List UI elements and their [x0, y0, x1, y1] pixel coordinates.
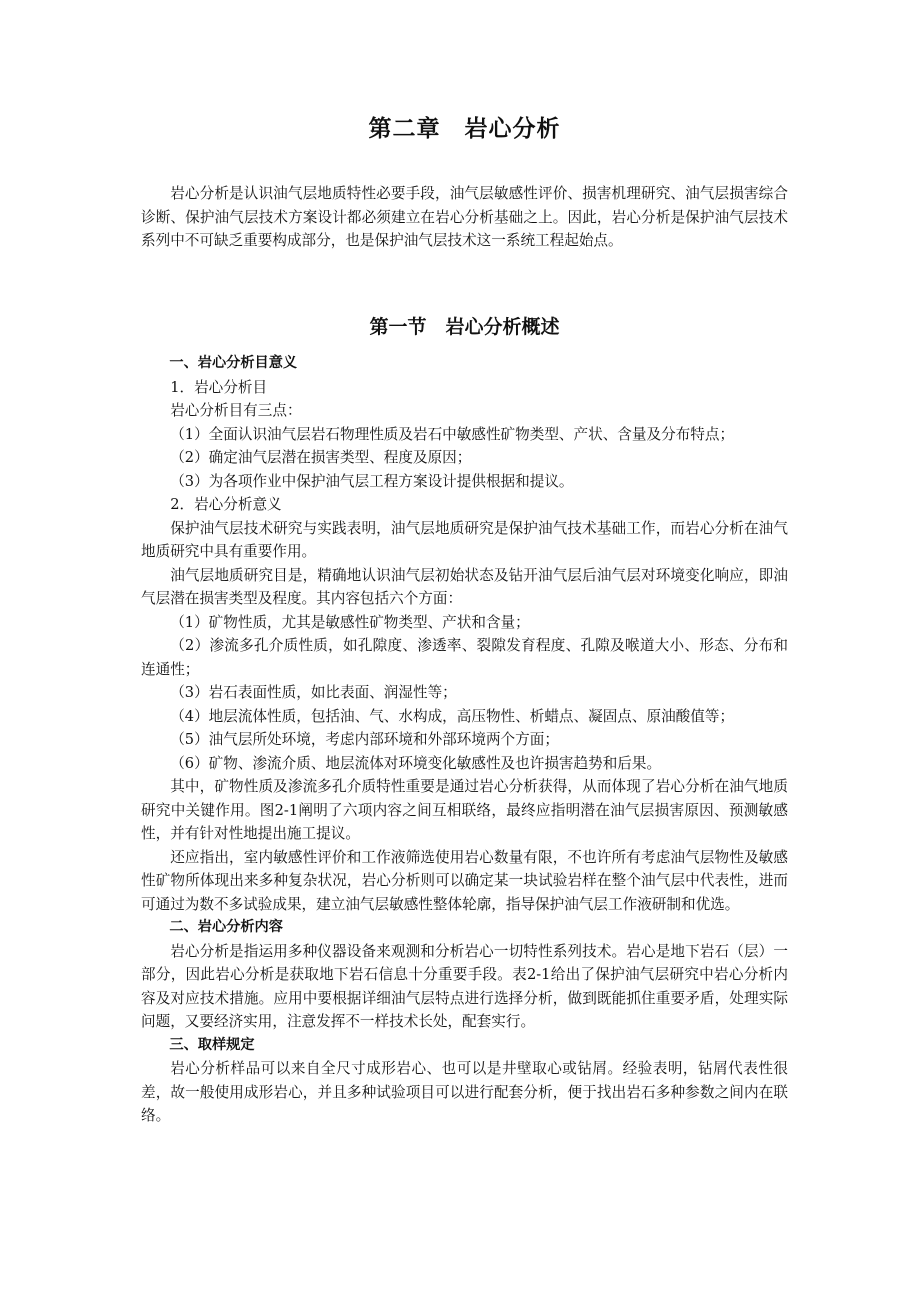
heading-sampling-rules: 三、取样规定 — [169, 1036, 255, 1053]
paragraph: 油气层地质研究目是，精确地认识油气层初始状态及钻开油气层后油气层对环境变化响应，即油气层潜在损害类型及程度。其内容包括六个方面： — [141, 566, 788, 607]
purpose-item: （2）确定油气层潜在损害类型、程度及原因； — [170, 449, 472, 466]
heading-purpose-significance: 一、岩心分析目意义 — [169, 355, 298, 371]
chapter-title: 第二章 岩心分析 — [368, 116, 561, 142]
paragraph: 岩心分析样品可以来自全尺寸成形岩心、也可以是井壁取心或钻屑。经验表明，钻屑代表性很差，故一般使用成形岩心，并且多种试验项目可以进行配套分析，便于找出岩石多种参数之间内在联络。 — [141, 1060, 788, 1124]
paragraph: 其中，矿物性质及渗流多孔介质特性重要是通过岩心分析获得，从而体现了岩心分析在油气地质研究中关键作用。图2-1阐明了六项内容之间互相联络，最终应指明潜在油气层损害原因、预测敏感性，并有针对性地提出施工提议。 — [141, 778, 788, 842]
paragraph: 保护油气层技术研究与实践表明，油气层地质研究是保护油气技术基础工作，而岩心分析在油气地质研究中具有重要作用。 — [141, 519, 788, 560]
content-item: （3）岩石表面性质，如比表面、润湿性等； — [170, 684, 457, 701]
subheading-significance: 2．岩心分析意义 — [170, 496, 282, 513]
content-item: （1）矿物性质，尤其是敏感性矿物类型、产状和含量； — [170, 613, 530, 631]
purpose-item: （3）为各项作业中保护油气层工程方案设计提供根据和提议。 — [170, 472, 574, 490]
content-item: （4）地层流体性质，包括油、气、水构成，高压物性、析蜡点、凝固点、原油酸值等； — [170, 707, 735, 725]
intro-paragraph: 岩心分析是认识油气层地质特性必要手段，油气层敏感性评价、损害机理研究、油气层损害综合诊断、保护油气层技术方案设计都必须建立在岩心分析基础之上。因此，岩心分析是保护油气层技术系列中不可缺乏重要构成部分，也是保护油气层技术这一系统工程起始点。 — [141, 185, 788, 249]
paragraph: 岩心分析是指运用多种仪器设备来观测和分析岩心一切特性系列技术。岩心是地下岩石（层）一部分，因此岩心分析是获取地下岩石信息十分重要手段。表2-1给出了保护油气层研究中岩心分析内容及对应技术措施。应用中要根据详细油气层特点进行选择分析，做到既能抓住重要矛盾，处理实际问题，又要经济实用，注意发挥不一样技术长处，配套实行。 — [141, 942, 788, 1030]
content-item: （2）渗流多孔介质性质，如孔隙度、渗透率、裂隙发育程度、孔隙及喉道大小、形态、分布和连通性； — [141, 637, 788, 678]
paragraph: 还应指出，室内敏感性评价和工作液筛选使用岩心数量有限，不也许所有考虑油气层物性及敏感性矿物所体现出来多种复杂状况，岩心分析则可以确定某一块试验岩样在整个油气层中代表性，进而可通过为数不多试验成果，建立油气层敏感性整体轮廓，指导保护油气层工作液研制和优选。 — [141, 848, 788, 913]
purpose-item: （1）全面认识油气层岩石物理性质及岩石中敏感性矿物类型、产状、含量及分布特点； — [170, 425, 735, 443]
heading-analysis-content: 二、岩心分析内容 — [169, 919, 283, 935]
content-item: （5）油气层所处环境，考虑内部环境和外部环境两个方面； — [170, 731, 559, 748]
subheading-purpose: 1．岩心分析目 — [170, 378, 268, 396]
purpose-lead: 岩心分析目有三点： — [170, 402, 302, 419]
section-body — [141, 352, 788, 1128]
section-title: 第一节 岩心分析概述 — [369, 316, 560, 338]
content-item: （6）矿物、渗流介质、地层流体对环境变化敏感性及也许损害趋势和后果。 — [170, 754, 662, 772]
